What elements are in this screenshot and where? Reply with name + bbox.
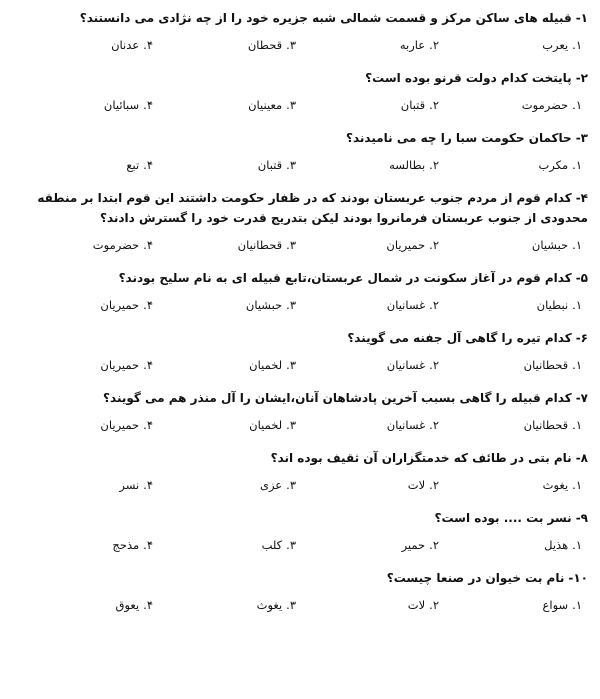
option-text: حمیریان: [100, 418, 140, 432]
question-text: پایتخت کدام دولت قرنو بوده است؟: [365, 71, 572, 85]
option-2[interactable]: [296, 156, 439, 174]
option-text: قحطانیان: [523, 358, 569, 372]
question-number: ۳-: [575, 131, 588, 145]
option-text: لات: [407, 478, 426, 492]
options-row: [10, 476, 588, 494]
option-label: ۴.: [143, 298, 153, 312]
option-3[interactable]: [153, 476, 296, 494]
option-label: ۳.: [286, 598, 296, 612]
option-label: ۳.: [286, 158, 296, 172]
option-label: ۱.: [572, 38, 582, 52]
question-text: قبیله های ساکن مرکز و قسمت شمالی شبه جزیره خود را از چه نژادی می دانستند؟: [79, 11, 572, 25]
options-row: [10, 296, 588, 314]
option-1[interactable]: [439, 156, 582, 174]
options-row: [10, 356, 588, 374]
option-4[interactable]: [10, 36, 153, 54]
option-label: ۱.: [572, 478, 582, 492]
option-label: ۱.: [572, 418, 582, 432]
option-2[interactable]: [296, 416, 439, 434]
option-4[interactable]: [10, 96, 153, 114]
option-label: ۲.: [429, 538, 439, 552]
option-text: غسانیان: [386, 298, 426, 312]
question-8: [10, 448, 588, 494]
option-1[interactable]: [439, 416, 582, 434]
option-2[interactable]: [296, 96, 439, 114]
question-number: ۲-: [575, 71, 588, 85]
option-text: هذیل: [544, 538, 569, 552]
option-2[interactable]: [296, 536, 439, 554]
option-text: لات: [407, 598, 426, 612]
question-number: ۶-: [575, 331, 588, 345]
option-3[interactable]: [153, 596, 296, 614]
option-label: ۴.: [143, 478, 153, 492]
question-stem: [10, 448, 588, 468]
option-label: ۲.: [429, 478, 439, 492]
question-stem: [10, 508, 588, 528]
option-4[interactable]: [10, 296, 153, 314]
option-label: ۱.: [572, 298, 582, 312]
option-label: ۳.: [286, 98, 296, 112]
option-label: ۱.: [572, 538, 582, 552]
option-3[interactable]: [153, 296, 296, 314]
option-text: حبشیان: [245, 298, 283, 312]
option-2[interactable]: [296, 236, 439, 254]
option-text: غسانیان: [386, 358, 426, 372]
question-stem: [10, 388, 588, 408]
options-row: [10, 36, 588, 54]
option-3[interactable]: [153, 416, 296, 434]
option-text: حبشیان: [531, 238, 569, 252]
option-label: ۲.: [429, 358, 439, 372]
option-text: قحطانیان: [523, 418, 569, 432]
option-text: حضرموت: [92, 238, 140, 252]
question-text: نسر بت .... بوده است؟: [434, 511, 572, 525]
question-2: [10, 68, 588, 114]
option-label: ۱.: [572, 358, 582, 372]
question-stem: [10, 328, 588, 348]
option-text: عدنان: [111, 38, 140, 52]
option-text: عزی: [259, 478, 283, 492]
option-label: ۲.: [429, 598, 439, 612]
option-text: یعرب: [542, 38, 569, 52]
option-label: ۴.: [143, 418, 153, 432]
question-stem: [10, 188, 588, 228]
option-label: ۴.: [143, 538, 153, 552]
option-text: لخمیان: [249, 358, 283, 372]
option-2[interactable]: [296, 296, 439, 314]
options-row: [10, 536, 588, 554]
options-row: [10, 156, 588, 174]
option-label: ۳.: [286, 38, 296, 52]
question-number: ۱۰-: [568, 571, 588, 585]
option-label: ۱.: [572, 238, 582, 252]
option-3[interactable]: [153, 36, 296, 54]
option-text: حمیریان: [386, 238, 426, 252]
question-5: [10, 268, 588, 314]
option-label: ۲.: [429, 298, 439, 312]
option-3[interactable]: [153, 236, 296, 254]
option-text: یغوث: [256, 598, 283, 612]
option-2[interactable]: [296, 596, 439, 614]
question-9: [10, 508, 588, 554]
option-label: ۴.: [143, 598, 153, 612]
option-label: ۲.: [429, 98, 439, 112]
option-1[interactable]: [439, 36, 582, 54]
option-text: عاربه: [399, 38, 426, 52]
option-label: ۱.: [572, 98, 582, 112]
option-label: ۲.: [429, 418, 439, 432]
question-4: [10, 188, 588, 254]
option-4[interactable]: [10, 476, 153, 494]
option-1[interactable]: [439, 596, 582, 614]
option-2[interactable]: [296, 356, 439, 374]
option-text: حمیر: [401, 538, 426, 552]
question-3: [10, 128, 588, 174]
option-label: ۳.: [286, 238, 296, 252]
option-label: ۱.: [572, 598, 582, 612]
option-label: ۳.: [286, 538, 296, 552]
option-text: یعوق: [115, 598, 140, 612]
option-text: حضرموت: [521, 98, 569, 112]
option-text: سواع: [542, 598, 569, 612]
question-10: [10, 568, 588, 614]
option-label: ۴.: [143, 98, 153, 112]
option-text: قتبان: [400, 98, 426, 112]
option-4[interactable]: [10, 156, 153, 174]
question-text: نام بت خیوان در صنعا چیست؟: [386, 571, 565, 585]
options-row: [10, 96, 588, 114]
question-7: [10, 388, 588, 434]
option-4[interactable]: [10, 356, 153, 374]
question-text: نام بتی در طائف که خدمتگزاران آن ثقیف بوده اند؟: [270, 451, 572, 465]
option-label: ۳.: [286, 418, 296, 432]
option-text: حمیریان: [100, 358, 140, 372]
option-1[interactable]: [439, 356, 582, 374]
options-row: [10, 236, 588, 254]
option-1[interactable]: [439, 476, 582, 494]
option-label: ۳.: [286, 358, 296, 372]
option-3[interactable]: [153, 96, 296, 114]
question-stem: [10, 568, 588, 588]
option-4[interactable]: [10, 416, 153, 434]
option-label: ۳.: [286, 298, 296, 312]
option-1[interactable]: [439, 296, 582, 314]
option-3[interactable]: [153, 536, 296, 554]
option-2[interactable]: [296, 476, 439, 494]
option-text: مذحج: [112, 538, 140, 552]
question-number: ۵-: [575, 271, 588, 285]
option-1[interactable]: [439, 536, 582, 554]
option-text: مکرب: [538, 158, 569, 172]
question-1: [10, 8, 588, 54]
question-text: حاکمان حکومت سبا را چه می نامیدند؟: [346, 131, 572, 145]
option-label: ۲.: [429, 158, 439, 172]
option-text: بطالسه: [389, 158, 426, 172]
option-label: ۴.: [143, 38, 153, 52]
option-text: تبع: [126, 158, 140, 172]
option-text: معینیان: [248, 98, 283, 112]
option-1[interactable]: [439, 96, 582, 114]
option-4[interactable]: [10, 536, 153, 554]
question-number: ۷-: [575, 391, 588, 405]
option-2[interactable]: [296, 36, 439, 54]
option-3[interactable]: [153, 356, 296, 374]
option-4[interactable]: [10, 596, 153, 614]
question-text: کدام قوم از مردم جنوب عربستان بودند که در ظفار حکومت داشتند این قوم ابتدا بر منطقه محدودی از جنوب عربستان فرمانروا بودند لیکن بتدریج قدرت خود را گسترش دادند؟: [37, 191, 588, 225]
option-text: کلب: [261, 538, 283, 552]
question-number: ۴-: [575, 191, 588, 205]
option-label: ۱.: [572, 158, 582, 172]
question-number: ۸-: [575, 451, 588, 465]
question-number: ۹-: [575, 511, 588, 525]
question-text: کدام تیره را گاهی آل جفنه می گویند؟: [347, 331, 572, 345]
options-row: [10, 416, 588, 434]
question-stem: [10, 128, 588, 148]
question-stem: [10, 68, 588, 88]
option-text: یغوث: [542, 478, 569, 492]
option-text: حمیریان: [100, 298, 140, 312]
option-label: ۳.: [286, 478, 296, 492]
option-label: ۲.: [429, 38, 439, 52]
option-text: غسانیان: [386, 418, 426, 432]
option-text: قتبان: [257, 158, 283, 172]
question-text: کدام قوم در آغاز سکونت در شمال عربستان،تابع قبیله ای به نام سلیح بودند؟: [118, 271, 572, 285]
option-label: ۴.: [143, 238, 153, 252]
option-text: لخمیان: [249, 418, 283, 432]
option-3[interactable]: [153, 156, 296, 174]
options-row: [10, 596, 588, 614]
question-number: ۱-: [575, 11, 588, 25]
option-text: نبطیان: [536, 298, 569, 312]
option-4[interactable]: [10, 236, 153, 254]
question-stem: [10, 268, 588, 288]
question-text: کدام قبیله را گاهی بسبب آخرین پادشاهان آنان،ایشان را آل منذر هم می گویند؟: [103, 391, 572, 405]
option-1[interactable]: [439, 236, 582, 254]
question-stem: [10, 8, 588, 28]
option-text: قحطانیان: [237, 238, 283, 252]
option-label: ۲.: [429, 238, 439, 252]
option-label: ۴.: [143, 158, 153, 172]
option-text: نسر: [119, 478, 140, 492]
option-text: سبائیان: [103, 98, 140, 112]
option-label: ۴.: [143, 358, 153, 372]
option-text: قحطان: [247, 38, 283, 52]
question-6: [10, 328, 588, 374]
